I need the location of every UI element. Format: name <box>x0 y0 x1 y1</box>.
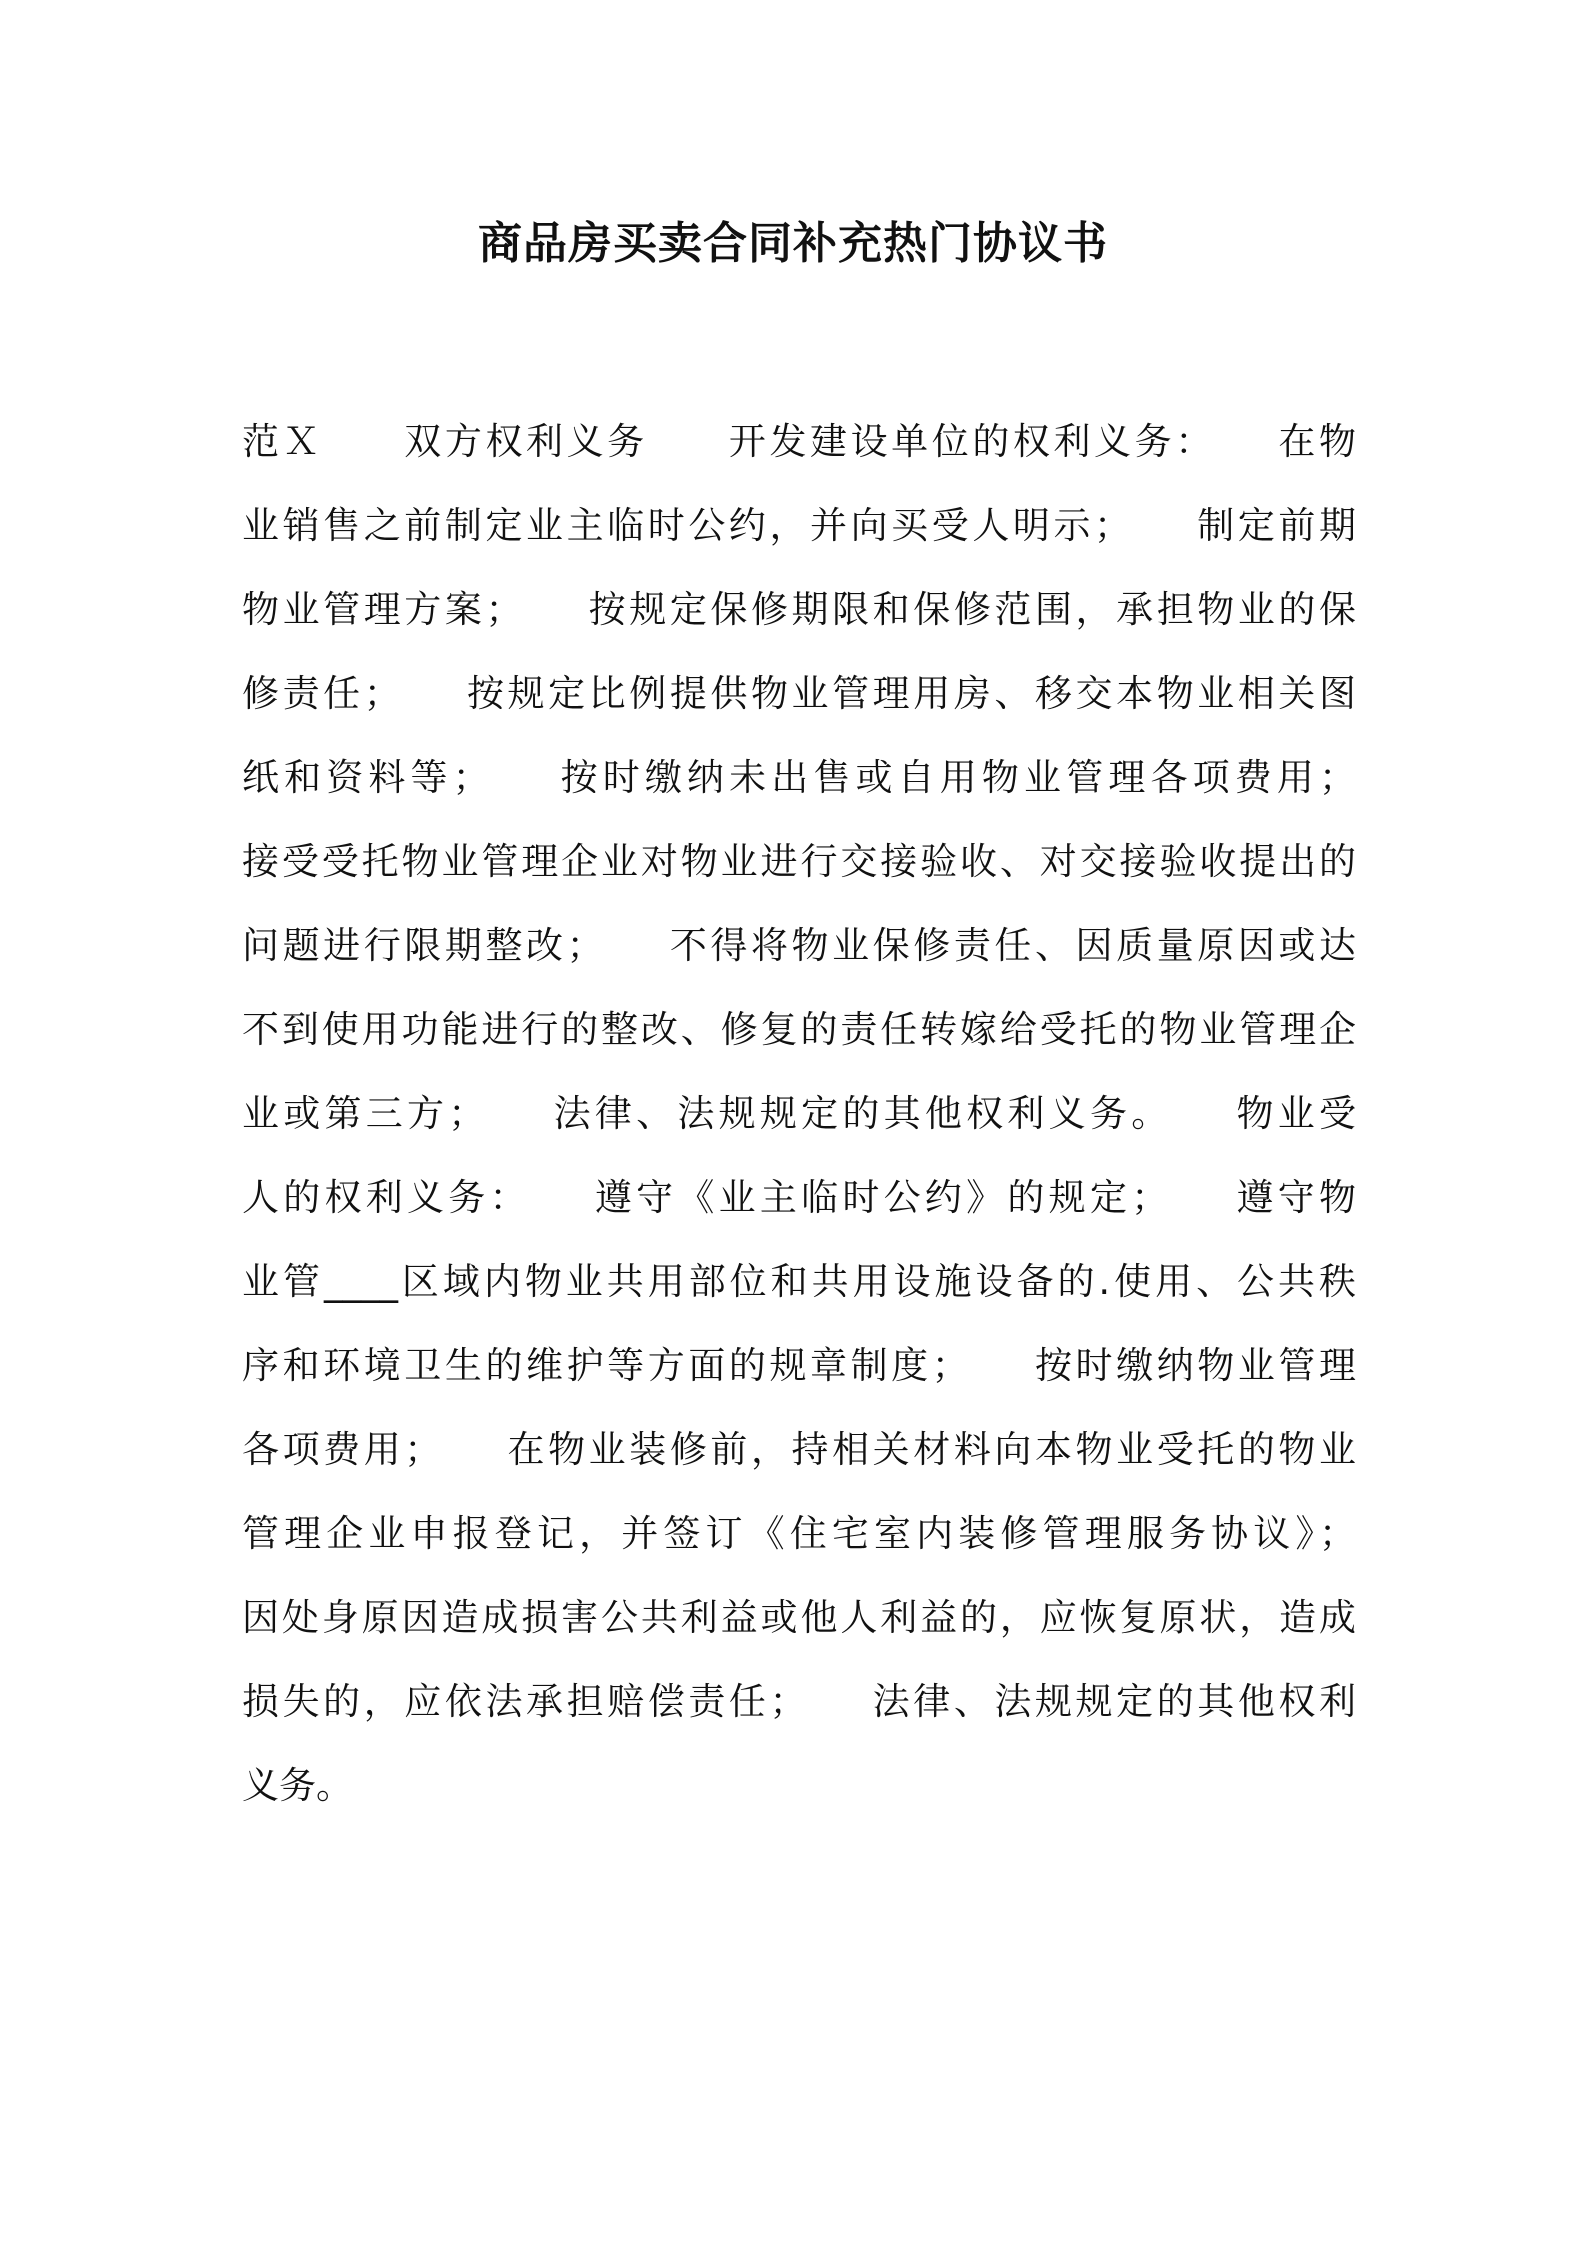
body-line: 业销售之前制定业主临时公约，并向买受人明示； 制定前期 <box>242 504 1356 547</box>
body-line: 范Ｘ 双方权利义务 开发建设单位的权利义务： 在物 <box>242 420 1356 463</box>
body-line: 接受受托物业管理企业对物业进行交接验收、对交接验收提出的 <box>242 840 1356 883</box>
body-line: 义务。 <box>242 1764 353 1807</box>
body-line: 业或第三方； 法律、法规规定的其他权利义务。 物业受 <box>242 1092 1356 1135</box>
body-line: 管理企业申报登记，并签订《住宅室内装修管理服务协议》； <box>242 1512 1356 1555</box>
document-body <box>242 400 1356 1828</box>
body-line: 纸和资料等； 按时缴纳未出售或自用物业管理各项费用； <box>242 756 1356 799</box>
body-line: 损失的，应依法承担赔偿责任； 法律、法规规定的其他权利 <box>242 1680 1356 1723</box>
body-line: 业管____区域内物业共用部位和共用设施设备的.使用、公共秩 <box>242 1260 1356 1303</box>
body-line: 物业管理方案； 按规定保修期限和保修范围，承担物业的保 <box>242 588 1356 631</box>
body-line: 序和环境卫生的维护等方面的规章制度； 按时缴纳物业管理 <box>242 1344 1356 1387</box>
body-line: 因处身原因造成损害公共利益或他人利益的，应恢复原状，造成 <box>242 1596 1356 1639</box>
body-line: 修责任； 按规定比例提供物业管理用房、移交本物业相关图 <box>242 672 1356 715</box>
body-line: 问题进行限期整改； 不得将物业保修责任、因质量原因或达 <box>242 924 1356 967</box>
body-line: 人的权利义务： 遵守《业主临时公约》的规定； 遵守物 <box>242 1176 1356 1219</box>
body-line: 各项费用； 在物业装修前，持相关材料向本物业受托的物业 <box>242 1428 1356 1471</box>
body-line: 不到使用功能进行的整改、修复的责任转嫁给受托的物业管理企 <box>242 1008 1356 1051</box>
document-title: 商品房买卖合同补充热门协议书 <box>478 218 1108 269</box>
